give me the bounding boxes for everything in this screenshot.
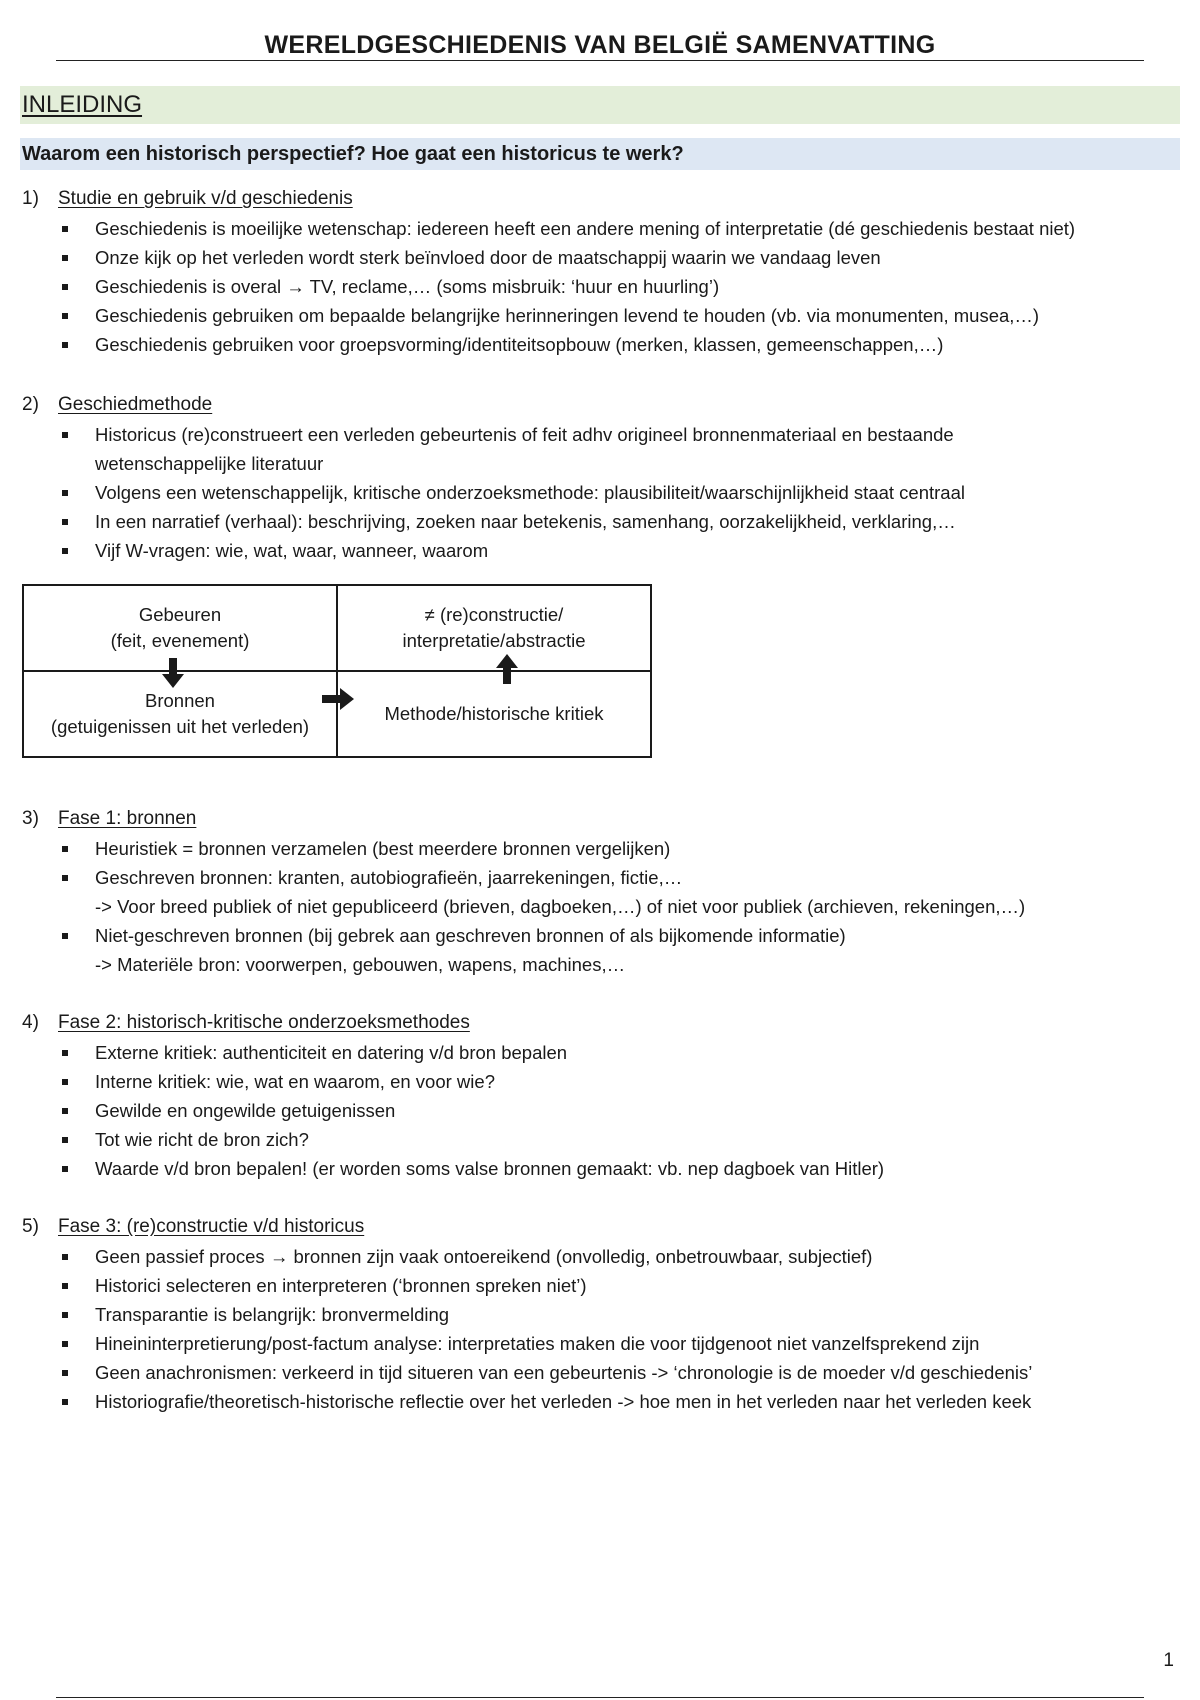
list-item-line: Niet-geschreven bronnen (bij gebrek aan geschreven bronnen of als bijkomende informatie) (95, 925, 846, 946)
bullet-list (22, 834, 1182, 979)
diagram-cell-methode (337, 671, 651, 757)
method-diagram (22, 584, 652, 756)
section-heading (22, 1214, 1182, 1242)
diagram-cell-reconstructie (337, 585, 651, 671)
list-item: Interne kritiek: wie, wat en waarom, en voor wie? (22, 1067, 1182, 1096)
list-item: Geen anachronismen: verkeerd in tijd situeren van een gebeurtenis -> ‘chronologie is de moeder v/d geschiedenis’ (22, 1358, 1182, 1387)
diagram-text: Methode/historische kritiek (384, 703, 604, 724)
list-item: Heuristiek = bronnen verzamelen (best meerdere bronnen vergelijken) (22, 834, 1182, 863)
arrow-up-icon (496, 654, 518, 684)
bullet-list (22, 1038, 1182, 1183)
section-heading (22, 186, 1182, 214)
list-item-line: wetenschappelijke literatuur (95, 453, 324, 474)
list-item (22, 863, 1182, 921)
list-item: Transparantie is belangrijk: bronvermelding (22, 1300, 1182, 1329)
section-number: 4) (22, 1012, 39, 1033)
section-title: Fase 1: bronnen (58, 808, 197, 829)
heading-inleiding-text: INLEIDING (22, 91, 143, 118)
list-item (22, 921, 1182, 979)
diagram-text: (feit, evenement) (110, 630, 250, 651)
list-item-line: Geschreven bronnen: kranten, autobiografieën, jaarrekeningen, fictie,… (95, 867, 683, 888)
arrow-down-icon (162, 658, 184, 688)
list-item-line: Historicus (re)construeert een verleden gebeurtenis of feit adhv origineel bronnenmateriaal en bestaande (95, 424, 954, 445)
bullet-list (22, 1242, 1182, 1416)
section-number: 5) (22, 1216, 39, 1237)
section-number: 1) (22, 188, 39, 209)
diagram-text: Gebeuren (138, 604, 222, 625)
heading-inleiding (20, 86, 1180, 124)
diagram-text: ≠ (re)constructie/ (424, 604, 564, 625)
list-item: Onze kijk op het verleden wordt sterk beïnvloed door de maatschappij waarin we vandaag leven (22, 243, 1182, 272)
section-heading (22, 1010, 1182, 1038)
section-1 (22, 186, 1182, 359)
list-item: Historiografie/theoretisch-historische reflectie over het verleden -> hoe men in het verleden naar het verleden keek (22, 1387, 1182, 1416)
section-title: Studie en gebruik v/d geschiedenis (58, 188, 353, 209)
section-heading (22, 806, 1182, 834)
diagram-table (22, 584, 652, 758)
section-number: 3) (22, 808, 39, 829)
list-item: Geschiedenis is overal → TV, reclame,… (soms misbruik: ‘huur en huurling’) (22, 272, 1182, 301)
subheading-question: Waarom een historisch perspectief? Hoe gaat een historicus te werk? (20, 138, 1180, 170)
list-item-line: -> Voor breed publiek of niet gepubliceerd (brieven, dagboeken,…) of niet voor publiek (archieven, rekeningen,…) (95, 896, 1026, 917)
section-5 (22, 1214, 1182, 1416)
list-item: Waarde v/d bron bepalen! (er worden soms valse bronnen gemaakt: vb. nep dagboek van Hitler) (22, 1154, 1182, 1183)
section-2 (22, 392, 1182, 565)
list-item-line: -> Materiële bron: voorwerpen, gebouwen, wapens, machines,… (95, 954, 626, 975)
bullet-list (22, 420, 1182, 565)
list-item: Externe kritiek: authenticiteit en datering v/d bron bepalen (22, 1038, 1182, 1067)
list-item: Vijf W-vragen: wie, wat, waar, wanneer, waarom (22, 536, 1182, 565)
section-heading (22, 392, 1182, 420)
list-item: Geschiedenis gebruiken om bepaalde belangrijke herinneringen levend te houden (vb. via monumenten, musea,…) (22, 301, 1182, 330)
list-item: Gewilde en ongewilde getuigenissen (22, 1096, 1182, 1125)
diagram-text: (getuigenissen uit het verleden) (50, 716, 310, 737)
section-title: Fase 2: historisch-kritische onderzoeksmethodes (58, 1012, 470, 1033)
list-item: Hineininterpretierung/post-factum analyse: interpretaties maken die voor tijdgenoot niet vanzelfsprekend zijn (22, 1329, 1182, 1358)
list-item: Geschiedenis gebruiken voor groepsvorming/identiteitsopbouw (merken, klassen, gemeenschappen,…) (22, 330, 1182, 359)
arrow-right-icon (322, 688, 354, 710)
section-title: Fase 3: (re)constructie v/d historicus (58, 1216, 365, 1237)
page-number: 1 (1163, 1650, 1174, 1671)
list-item: Tot wie richt de bron zich? (22, 1125, 1182, 1154)
list-item: Volgens een wetenschappelijk, kritische onderzoeksmethode: plausibiliteit/waarschijnlijkheid staat centraal (22, 478, 1182, 507)
list-item (22, 420, 1182, 478)
section-3 (22, 806, 1182, 979)
section-title: Geschiedmethode (58, 394, 213, 415)
diagram-text: Bronnen (145, 690, 215, 711)
document-title: WERELDGESCHIEDENIS VAN BELGIË SAMENVATTING (56, 30, 1144, 61)
section-number: 2) (22, 394, 39, 415)
footer-divider (56, 1697, 1144, 1698)
bullet-list (22, 214, 1182, 359)
section-4 (22, 1010, 1182, 1183)
list-item: Geen passief proces → bronnen zijn vaak ontoereikend (onvolledig, onbetrouwbaar, subjectief) (22, 1242, 1182, 1271)
list-item: Geschiedenis is moeilijke wetenschap: iedereen heeft een andere mening of interpretatie (dé geschiedenis bestaat niet) (22, 214, 1182, 243)
list-item: In een narratief (verhaal): beschrijving, zoeken naar betekenis, samenhang, oorzakelijkheid, verklaring,… (22, 507, 1182, 536)
diagram-text: interpretatie/abstractie (402, 630, 586, 651)
list-item: Historici selecteren en interpreteren (‘bronnen spreken niet’) (22, 1271, 1182, 1300)
